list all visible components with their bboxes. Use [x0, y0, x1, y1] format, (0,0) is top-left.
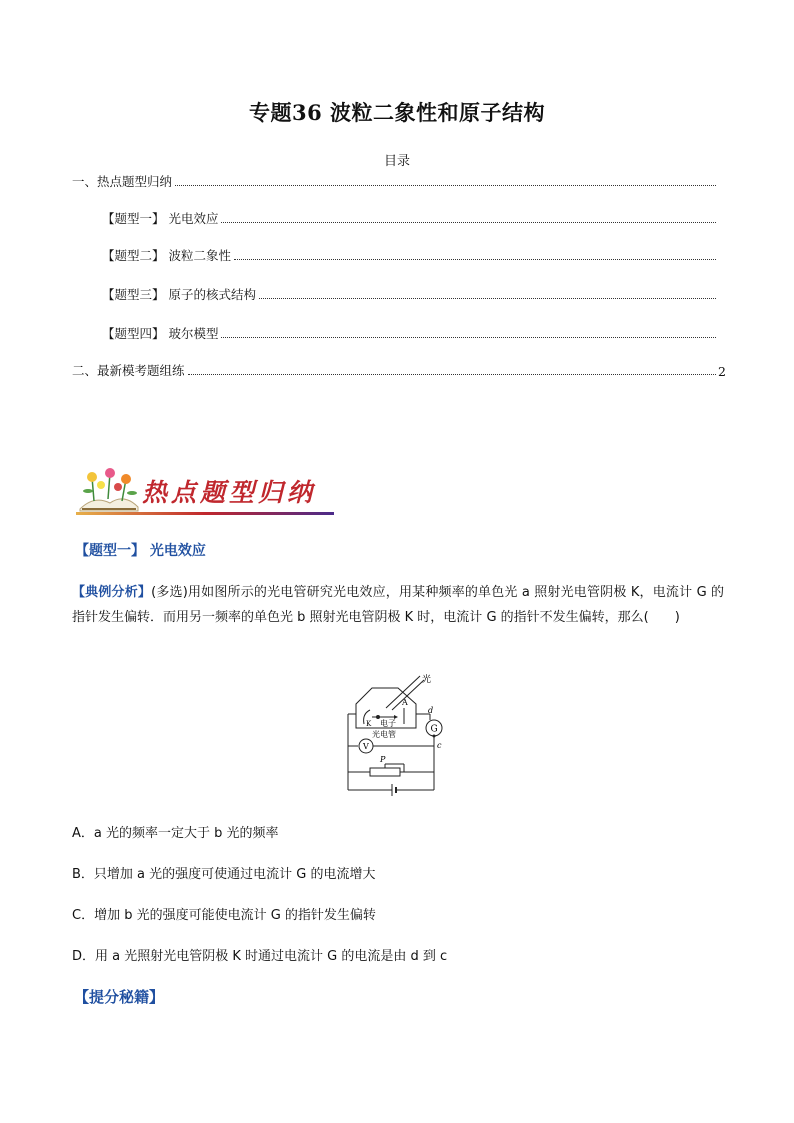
- option-c[interactable]: C．增加 b 光的强度可能使电流计 G 的指针发生偏转: [72, 908, 376, 923]
- toc-leader: [188, 374, 716, 375]
- cathode-label: K: [366, 720, 372, 728]
- toc-item[interactable]: [102, 246, 726, 264]
- toc-heading: 目录: [383, 154, 410, 169]
- anode-label: A: [402, 698, 408, 707]
- point-c-label: c: [437, 741, 442, 750]
- toc-item-label: 【题型三】 原子的核式结构: [102, 287, 256, 302]
- toc-item[interactable]: [72, 172, 726, 190]
- toc-item-label: 二、最新模考题组练: [72, 363, 185, 378]
- electron-label: 电子: [380, 719, 396, 728]
- toc-item-label: 【题型四】 玻尔模型: [102, 326, 219, 341]
- slider-label: P: [380, 755, 386, 764]
- example-paragraph: [72, 580, 724, 630]
- toc-item[interactable]: [102, 324, 726, 342]
- toc-item-label: 【题型一】 光电效应: [102, 211, 219, 226]
- toc-leader: [221, 222, 716, 223]
- page-title: 专题36 波粒二象性和原子结构: [248, 100, 546, 125]
- example-tag: 【典例分析】: [72, 585, 152, 600]
- voltmeter-label: V: [363, 742, 369, 751]
- section-heading: 【题型一】 光电效应: [75, 543, 206, 559]
- toc-item[interactable]: [102, 285, 726, 303]
- banner-underline: [76, 512, 334, 515]
- option-d[interactable]: D．用 a 光照射光电管阴极 K 时通过电流计 G 的电流是由 d 到 c: [72, 949, 448, 964]
- tip-heading: 【提分秘籍】: [74, 988, 165, 1006]
- light-label: 光: [422, 675, 432, 685]
- toc-item[interactable]: [72, 361, 726, 379]
- galvanometer-label: G: [430, 724, 438, 735]
- toc-leader: [259, 298, 716, 299]
- banner-title: 热点题型归纳: [142, 478, 317, 507]
- toc-item-label: 【题型二】 波粒二象性: [102, 248, 231, 263]
- photoelectric-circuit-diagram: [342, 668, 462, 800]
- toc-item-label: 一、热点题型归纳: [72, 174, 173, 189]
- toc-leader: [221, 337, 716, 338]
- toc-leader: [234, 259, 716, 260]
- toc-item-page: 2: [718, 364, 726, 379]
- example-text: (多选)用如图所示的光电管研究光电效应，用某种频率的单色光 a 照射光电管阴极 K，电流计 G 的指针发生偏转．而用另一频率的单色光 b 照射光电管阴极 K 时，电流计 G 的指针不发生偏转，那么( ): [72, 585, 724, 625]
- toc-leader: [175, 185, 716, 186]
- option-a[interactable]: A．a 光的频率一定大于 b 光的频率: [72, 826, 279, 841]
- toc-item[interactable]: [102, 209, 726, 227]
- option-b[interactable]: B．只增加 a 光的强度可使通过电流计 G 的电流增大: [72, 867, 376, 882]
- tube-label: 光电管: [372, 730, 396, 739]
- point-d-label: d: [428, 706, 434, 715]
